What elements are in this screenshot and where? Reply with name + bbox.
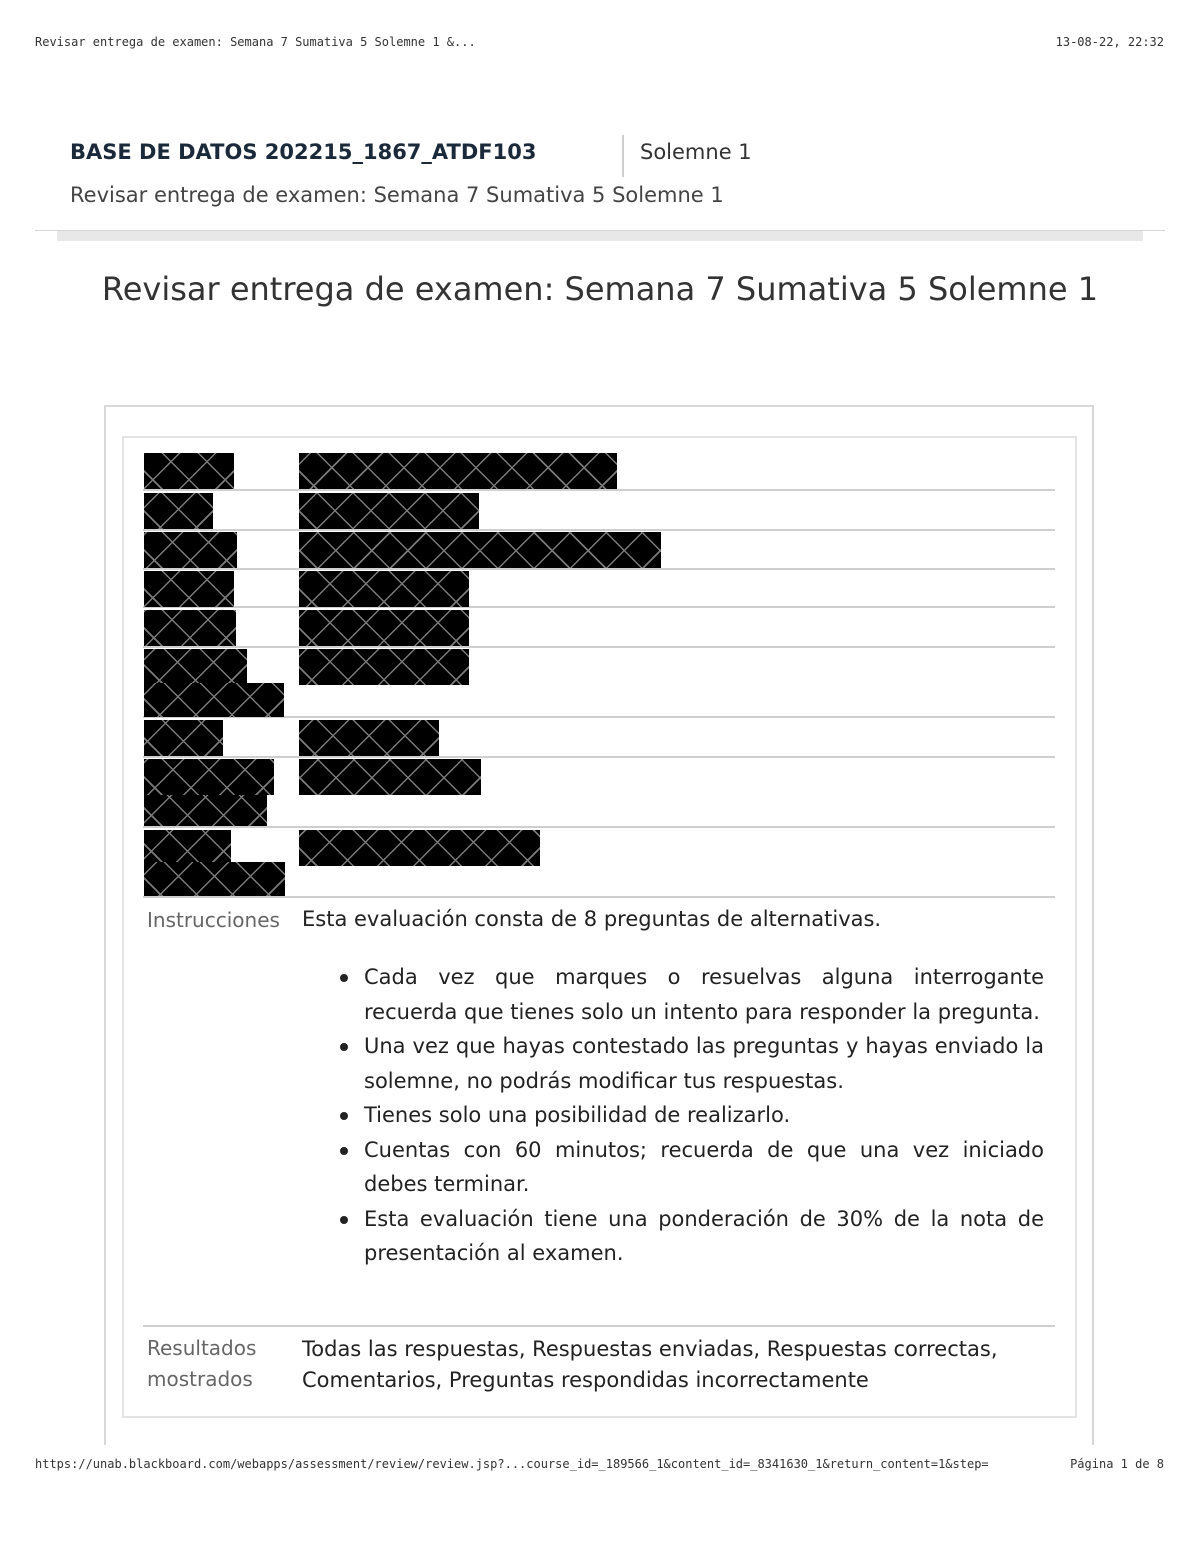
row-divider — [143, 568, 1055, 570]
print-footer-url: https://unab.blackboard.com/webapps/assessment/review/review.jsp?...course_id=_189566_1&content_id=_8341630_1&return_content=1&step= — [35, 1457, 989, 1471]
instruction-item: Una vez que hayas contestado las preguntas y hayas enviado la solemne, no podrás modificar tus respuestas. — [338, 1029, 1044, 1098]
results-label-line: mostrados — [147, 1367, 253, 1391]
results-value — [302, 1334, 998, 1396]
redacted-label — [144, 493, 213, 529]
redacted-value — [299, 453, 617, 489]
results-value-line: Todas las respuestas, Respuestas enviadas, Respuestas correctas, — [302, 1337, 998, 1361]
instruction-item: Cuentas con 60 minutos; recuerda de que una vez iniciado debes terminar. — [338, 1133, 1044, 1202]
redacted-value — [299, 759, 481, 795]
instruction-item: Cada vez que marques o resuelvas alguna interrogante recuerda que tienes solo un intento para responder la pregunta. — [338, 960, 1044, 1029]
header-shadow-band — [57, 231, 1143, 241]
redacted-label — [144, 759, 274, 795]
print-header-title: Revisar entrega de examen: Semana 7 Sumativa 5 Solemne 1 &... — [35, 35, 476, 49]
redacted-label — [144, 571, 234, 607]
redacted-label — [144, 795, 267, 826]
row-divider — [143, 606, 1055, 608]
redacted-value — [299, 571, 469, 607]
redacted-value — [299, 720, 439, 756]
redacted-value — [299, 610, 469, 646]
results-label — [147, 1333, 256, 1395]
instructions-label: Instrucciones — [147, 908, 280, 932]
redacted-value — [299, 493, 479, 529]
results-label-line: Resultados — [147, 1336, 257, 1360]
course-section-link[interactable]: Solemne 1 — [640, 140, 752, 164]
redacted-label — [144, 532, 237, 568]
redacted-label — [144, 453, 234, 489]
redacted-label — [144, 610, 236, 646]
redacted-label — [144, 830, 231, 862]
print-footer — [35, 1457, 1164, 1471]
redacted-label — [144, 862, 285, 896]
row-divider — [143, 489, 1055, 491]
redacted-value — [299, 649, 469, 685]
instruction-item: Tienes solo una posibilidad de realizarlo. — [338, 1098, 1044, 1133]
instructions-intro: Esta evaluación consta de 8 preguntas de alternativas. — [302, 907, 882, 931]
redacted-label — [144, 683, 284, 717]
redacted-label — [144, 649, 247, 683]
redacted-value — [299, 830, 540, 866]
print-header — [35, 35, 1164, 49]
print-header-datetime: 13-08-22, 22:32 — [1055, 35, 1164, 49]
page-title: Revisar entrega de examen: Semana 7 Sumativa 5 Solemne 1 — [101, 270, 1099, 308]
instruction-item: Esta evaluación tiene una ponderación de 30% de la nota de presentación al examen. — [338, 1202, 1044, 1271]
print-footer-page: Página 1 de 8 — [1070, 1457, 1164, 1471]
row-divider — [143, 646, 1055, 648]
breadcrumb-divider — [622, 135, 624, 177]
breadcrumb: Revisar entrega de examen: Semana 7 Sumativa 5 Solemne 1 — [70, 183, 724, 207]
row-divider — [143, 529, 1055, 531]
row-divider — [143, 756, 1055, 758]
row-divider — [143, 896, 1055, 898]
row-divider — [143, 826, 1055, 828]
course-title-link[interactable]: BASE DE DATOS 202215_1867_ATDF103 — [70, 140, 537, 164]
redacted-value — [299, 532, 661, 568]
row-divider — [143, 1325, 1055, 1327]
redacted-label — [144, 720, 223, 756]
instructions-list — [338, 960, 1044, 1271]
results-value-line: Comentarios, Preguntas respondidas incorrectamente — [302, 1368, 869, 1392]
